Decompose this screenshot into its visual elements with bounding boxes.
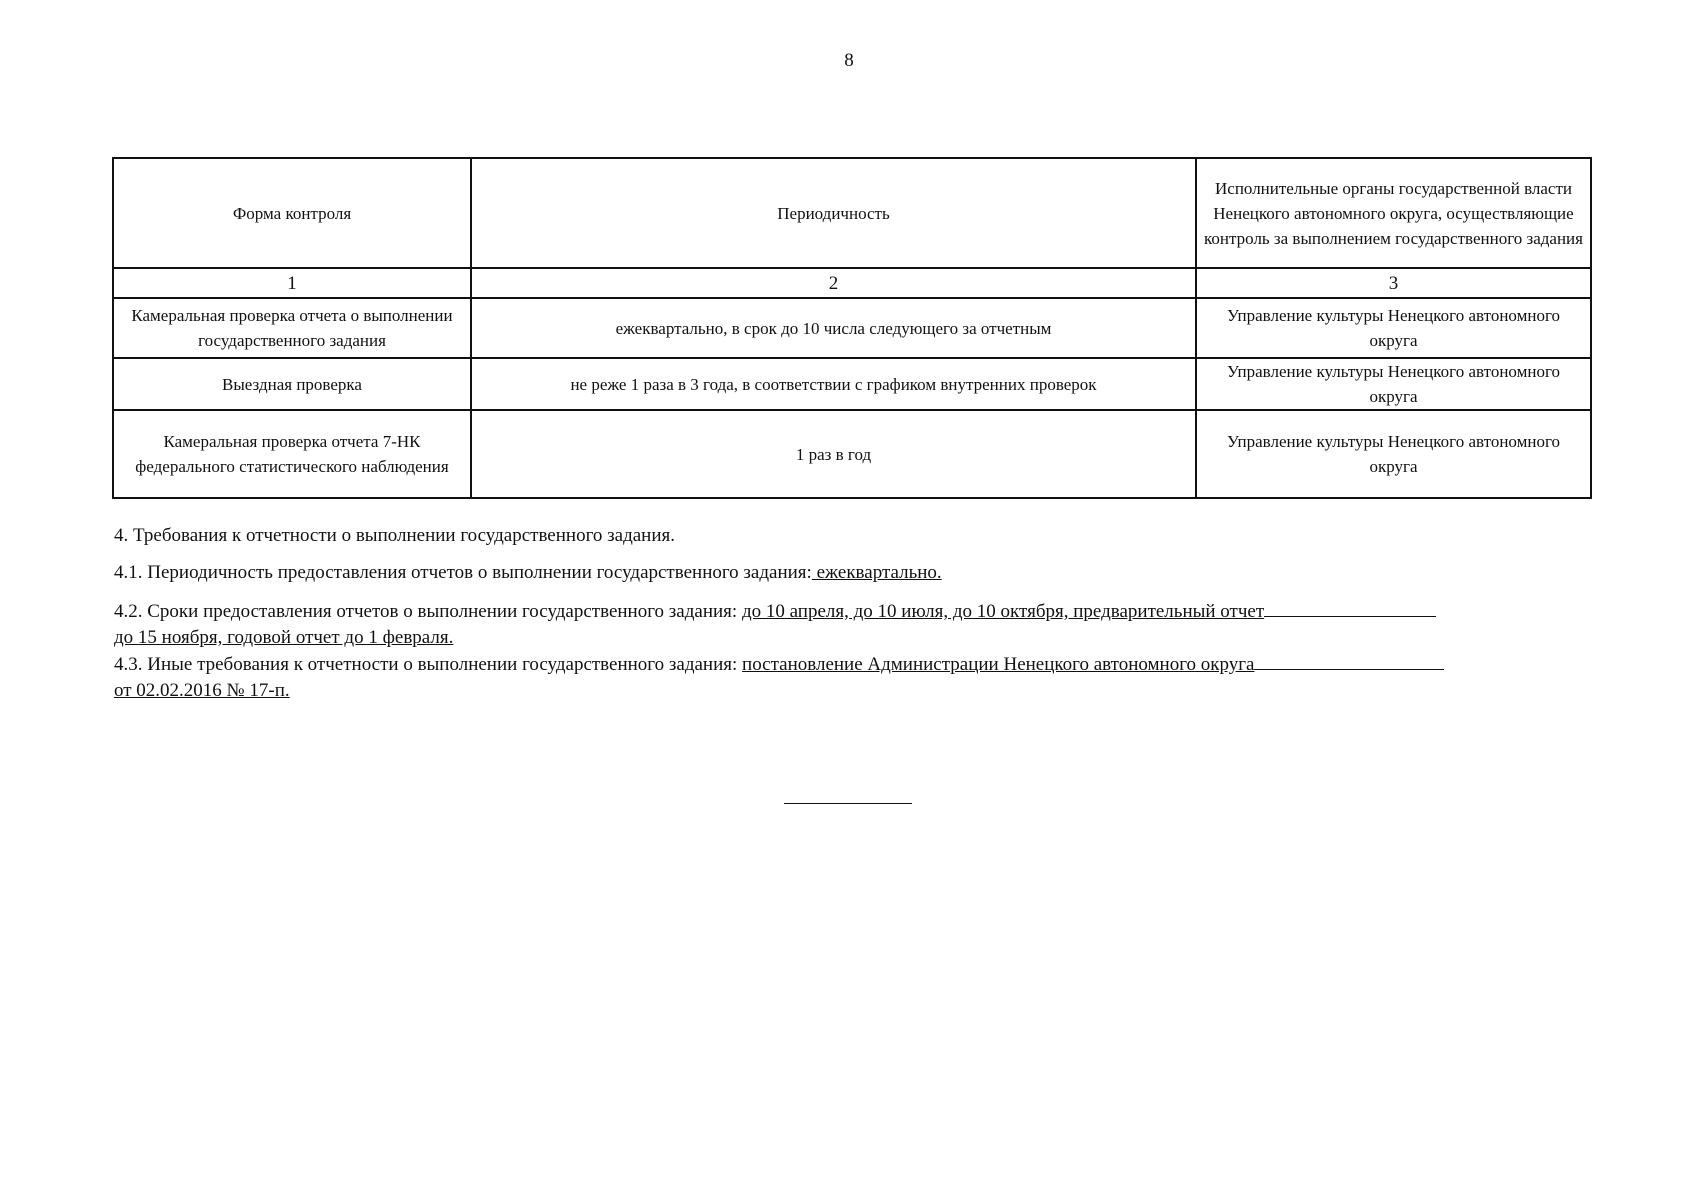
column-number: 2 [471,268,1196,298]
cell-body: Управление культуры Ненецкого автономного округа [1196,410,1591,498]
page-number: 8 [844,50,854,71]
paragraph-4-3-value: постановление Администрации Ненецкого автономного округа [742,654,1255,675]
end-divider [784,803,912,804]
paragraph-4-2-value-cont: до 15 ноября, годовой отчет до 1 февраля. [114,627,454,648]
cell-period: ежеквартально, в срок до 10 числа следующего за отчетным [471,298,1196,358]
table-row [113,410,1591,498]
paragraph-4-3-label: 4.3. Иные требования к отчетности о выполнении государственного задания: [114,654,743,675]
table-header-row [113,158,1591,268]
fill-line [1264,597,1436,617]
column-number: 3 [1196,268,1591,298]
column-number: 1 [113,268,471,298]
paragraph-4-2 [114,597,1590,651]
fill-line [1254,650,1444,670]
section-4-title: 4. Требования к отчетности о выполнении государственного задания. [114,525,676,546]
column-number-row [113,268,1591,298]
header-period: Периодичность [471,158,1196,268]
control-table [112,157,1592,499]
paragraph-4-1-label: 4.1. Периодичность предоставления отчетов о выполнении государственного задания: [114,562,812,583]
cell-form: Камеральная проверка отчета 7-НК федерального статистического наблюдения [113,410,471,498]
table-row [113,298,1591,358]
cell-form: Выездная проверка [113,358,471,410]
table-row [113,358,1591,410]
header-body: Исполнительные органы государственной власти Ненецкого автономного округа, осуществляющие контроль за выполнением государственного задания [1196,158,1591,268]
paragraph-4-3-value-cont: от 02.02.2016 № 17-п. [114,680,290,701]
paragraph-4-1-value: ежеквартально. [811,562,942,583]
paragraph-4-2-label: 4.2. Сроки предоставления отчетов о выполнении государственного задания: [114,601,742,622]
paragraph-4-1 [114,560,1590,586]
cell-form: Камеральная проверка отчета о выполнении государственного задания [113,298,471,358]
cell-body: Управление культуры Ненецкого автономного округа [1196,298,1591,358]
header-form: Форма контроля [113,158,471,268]
paragraph-4-2-value: до 10 апреля, до 10 июля, до 10 октября, предварительный отчет [741,601,1265,622]
cell-period: 1 раз в год [471,410,1196,498]
cell-period: не реже 1 раза в 3 года, в соответствии с графиком внутренних проверок [471,358,1196,410]
cell-body: Управление культуры Ненецкого автономного округа [1196,358,1591,410]
paragraph-4-3 [114,650,1590,704]
